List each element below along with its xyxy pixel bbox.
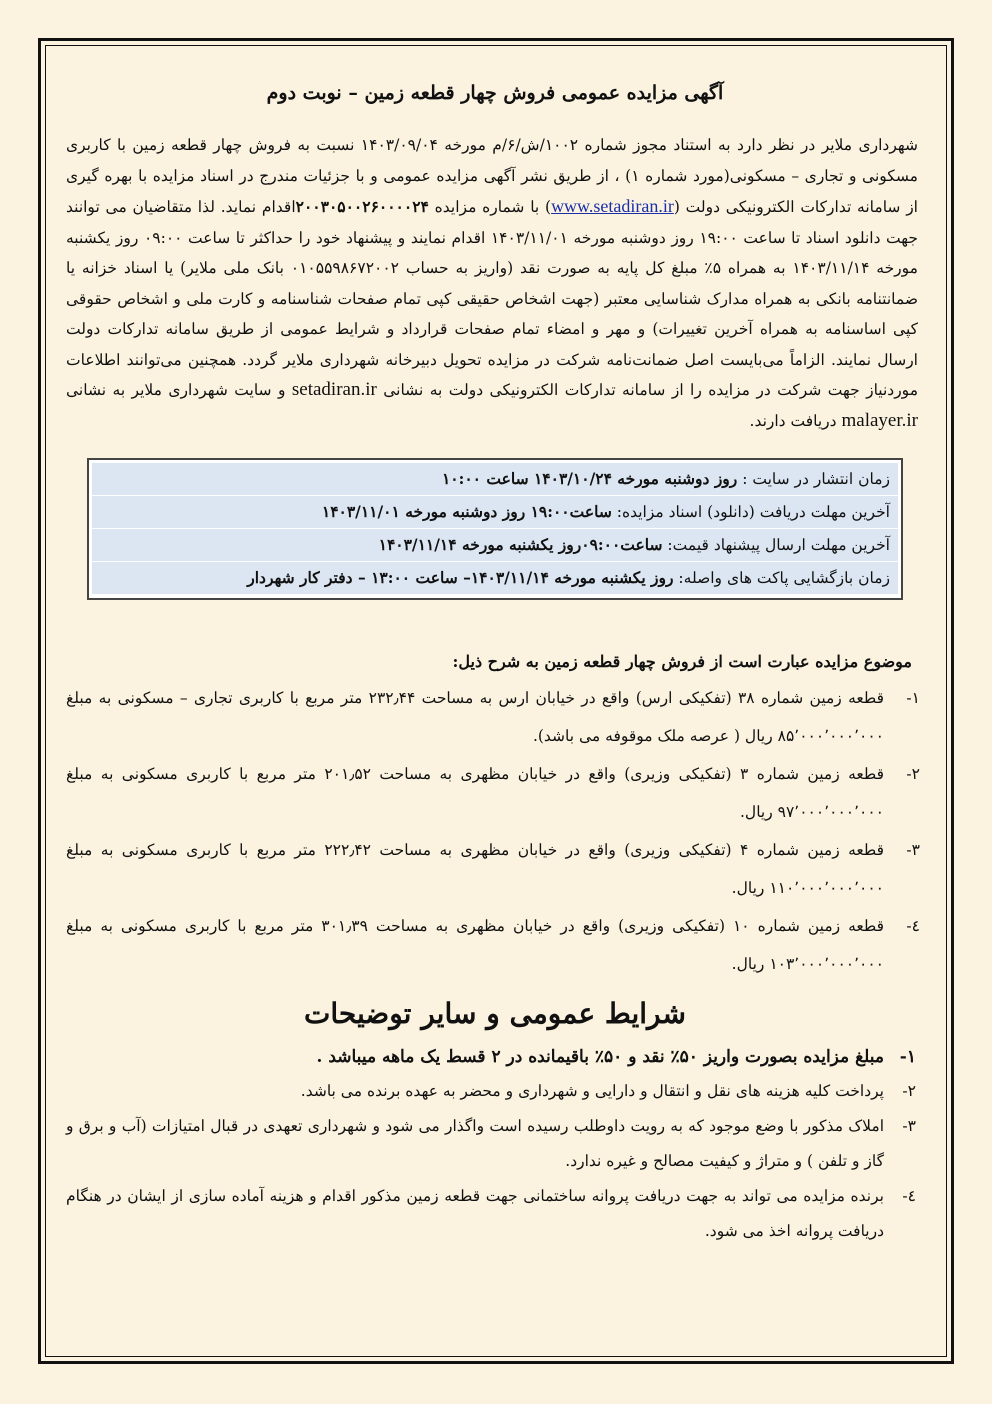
condition-text: املاک مذکور با وضع موجود که به رویت داوطلب رسیده است واگذار می شود و شهرداری تعهدی در قبال امتیازات (آب و برق و گاز و تلفن ) و متراژ و کیفیت مصالح و غیره ندارد. <box>66 1117 884 1170</box>
schedule-box <box>87 458 903 600</box>
intro-text-3: اقدام نماید. لذا متقاضیان می توانند جهت دانلود اسناد تا ساعت ۱۹:۰۰ روز دوشنبه مورخه ۱۴۰۳/۱۱/۰۱ اقدام نمایند و پیشنهاد خود را حداکثر تا ساعت ۰۹:۰۰ روز یکشنبه مورخه ۱۴۰۳/۱۱/۱۴ به همراه ۵٪ مبلغ کل پایه به صورت نقد (واریز به حساب ۰۱۰۵۵۹۸۶۷۲۰۰۲ بانک ملی ملایر) یا اسناد خزانه یا ضمانتنامه بانکی به همراه مدارک شناسایی معتبر (جهت اشخاص حقیقی کپی تمام صفحات شناسنامه و کارت ملی و اشخاص حقوقی کپی اساسنامه به همراه آخرین تغییرات) و مهر و امضاء تمام صفحات قرارداد و شرایط عمومی از طریق سامانه تدارکات دولت ارسال نمایند. الزاماً می‌بایست اصل ضمانت‌نامه شرکت در مزایده تحویل دبیرخانه شهرداری ملایر گردد. همچنین می‌توانند اطلاعات موردنیاز جهت شرکت در مزایده را از سامانه تدارکات الکترونیکی دولت به نشانی <box>66 198 919 399</box>
item-text: قطعه زمین شماره ۴ (تفکیکی وزیری) واقع در خیابان مظهری به مساحت ۲۲۲٫۴۲ متر مربع با کاربری مسکونی به مبلغ ۱۱۰٬۰۰۰٬۰۰۰٬۰۰۰ ریال. <box>66 841 885 897</box>
list-item <box>66 755 924 831</box>
list-item <box>66 679 924 755</box>
intro-text-2: ) با شماره مزایده <box>428 198 552 216</box>
site-malayer: malayer.ir <box>841 409 918 431</box>
list-item <box>66 907 924 983</box>
schedule-label: آخرین مهلت دریافت (دانلود) اسناد مزایده: <box>611 503 890 521</box>
schedule-row <box>92 496 898 529</box>
auction-number: ۲۰۰۳۰۵۰۰۲۶۰۰۰۰۲۴ <box>295 197 429 216</box>
schedule-value: ساعت۱۹:۰۰ روز دوشنبه مورخه ۱۴۰۳/۱۱/۰۱ <box>321 502 612 521</box>
item-text: قطعه زمین شماره ۱۰ (تفکیکی وزیری) واقع در خیابان مظهری به مساحت ۳۰۱٫۳۹ متر مربع با کاربری مسکونی به مبلغ ۱۰۳٬۰۰۰٬۰۰۰٬۰۰۰ ریال. <box>66 917 885 973</box>
page-title: آگهی مزایده عمومی فروش چهار قطعه زمین – نوبت دوم <box>266 82 724 104</box>
item-number: ۱- <box>906 689 920 707</box>
condition-item <box>66 1109 924 1179</box>
schedule-value: روز دوشنبه مورخه ۱۴۰۳/۱۰/۲۴ ساعت ۱۰:۰۰ <box>441 469 738 488</box>
condition-text: پرداخت کلیه هزینه های نقل و انتقال و دارایی و شهرداری و محضر به عهده برنده می باشد. <box>300 1082 884 1100</box>
condition-item <box>66 1179 924 1249</box>
schedule-row <box>92 463 898 496</box>
schedule-label: زمان بازگشایی پاکت های واصله: <box>673 569 890 587</box>
item-number: ٤- <box>906 917 920 935</box>
condition-number: ۲- <box>902 1082 916 1100</box>
schedule-value: ساعت۰۹:۰۰روز یکشنبه مورخه ۱۴۰۳/۱۱/۱۴ <box>378 535 663 554</box>
item-number: ۲- <box>906 765 920 783</box>
schedule-row <box>92 562 898 595</box>
list-item <box>66 831 924 907</box>
intro-text-4: و سایت شهرداری ملایر به نشانی <box>66 381 292 399</box>
item-text: قطعه زمین شماره ۳ (تفکیکی وزیری) واقع در خیابان مظهری به مساحت ۲۰۱٫۵۲ متر مربع با کاربری مسکونی به مبلغ ۹۷٬۰۰۰٬۰۰۰٬۰۰۰ ریال. <box>66 765 885 821</box>
condition-number: ۱- <box>899 1047 916 1067</box>
schedule-row <box>92 529 898 562</box>
conditions-heading: شرایط عمومی و سایر توضیحات <box>304 997 686 1030</box>
condition-number: ٤- <box>902 1187 916 1205</box>
schedule-value: روز یکشنبه مورخه ۱۴۰۳/۱۱/۱۴– ساعت ۱۳:۰۰ – دفتر کار شهردار <box>247 568 674 587</box>
subject-heading: موضوع مزایده عبارت است از فروش چهار قطعه زمین به شرح ذیل: <box>452 652 912 671</box>
schedule-label: زمان انتشار در سایت : <box>737 470 890 488</box>
item-number: ۳- <box>906 841 920 859</box>
setadiran-link[interactable]: www.setadiran.ir <box>551 196 674 216</box>
intro-text-5: دریافت دارند. <box>749 411 842 430</box>
condition-item <box>66 1040 924 1074</box>
notice-document <box>66 70 924 1249</box>
condition-item <box>66 1074 924 1109</box>
intro-text-1: شهرداری ملایر در نظر دارد به استناد مجوز شماره ۱۰۰۲/ش/۶/م مورخه ۱۴۰۳/۰۹/۰۴ نسبت به فروش چهار قطعه زمین با کاربری مسکونی و تجاری – مسکونی(مورد شماره ۱) ، از طریق نشر آگهی مزایده عمومی و با جزئیات مندرج در اسناد مزایده با بهره گیری از سامانه تدارکات الکترونیکی دولت ( <box>66 136 918 216</box>
schedule-label: آخرین مهلت ارسال پیشنهاد قیمت: <box>662 536 890 554</box>
condition-text: برنده مزایده می تواند به جهت دریافت پروانه ساختمانی جهت قطعه زمین مذکور اقدام و هزینه آماده سازی از ایشان در هنگام دریافت پروانه اخذ می شود. <box>66 1187 884 1240</box>
item-text: قطعه زمین شماره ۳۸ (تفکیکی ارس) واقع در خیابان ارس به مساحت ۲۳۲٫۴۴ متر مربع با کاربری تجاری – مسکونی به مبلغ ۸۵٬۰۰۰٬۰۰۰٬۰۰۰ ریال ( عرصه ملک موقوفه می باشد). <box>66 689 885 745</box>
condition-text: مبلغ مزایده بصورت واریز ۵۰٪ نقد و ۵۰٪ باقیمانده در ۲ قسط یک ماهه میباشد . <box>316 1047 884 1067</box>
condition-number: ۳- <box>902 1117 916 1135</box>
site-setadiran: setadiran.ir <box>291 379 377 400</box>
intro-paragraph <box>66 130 924 436</box>
